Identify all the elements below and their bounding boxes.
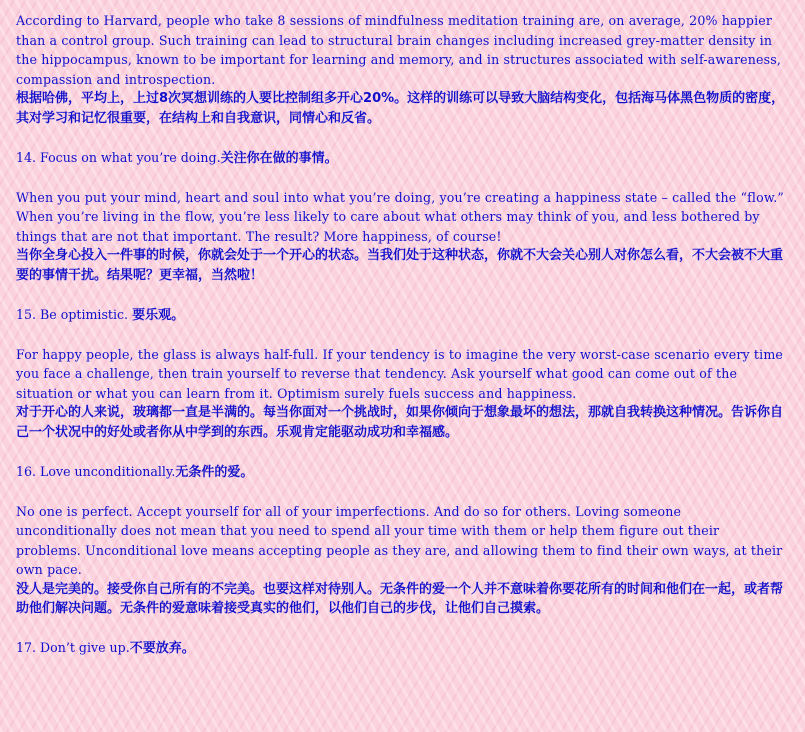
section-14-heading-zh: 关注你在做的事情。 [220,150,338,166]
section-16-heading-en: 16. Love unconditionally. [16,463,176,479]
section-15-heading-en: 15. Be optimistic. [16,306,133,322]
section-17-heading [16,638,786,659]
spacer [16,168,786,188]
section-17-heading-en: 17. Don’t give up. [16,640,130,655]
section-14-chinese-paragraph: 当你全身心投入一件事的时候，你就会处于一个开心的状态。当我们处于这种状态，你就不大会关心别人对你怎么看，不大会被不大重要的事情干扰。结果呢？更幸福，当然啦！ [16,248,784,283]
spacer [16,285,786,305]
section-15-english-paragraph: For happy people, the glass is always half-full. If your tendency is to imagine the very worst-case scenario every time you face a challenge, then train yourself to reverse that tendency. Ask yourself what good can come out of the situation or what you can learn from it. Optimism surely fuels success and happiness. [16,346,784,401]
spacer [16,482,786,502]
section-16-heading [16,462,786,483]
section-14-english-paragraph: When you put your mind, heart and soul into what you’re doing, you’re creating a happiness state – called the “flow.” When you’re living in the flow, you’re less likely to care about what others may think of you, and less bothered by things that are not that important. The result? More happiness, of course! [16,189,785,244]
section-15-chinese-paragraph: 对于开心的人来说，玻璃都一直是半满的。每当你面对一个挑战时，如果你倾向于想象最坏的想法，那就自我转换这种情况。告诉你自己一个状况中的好处或者你从中学到的东西。乐观肯定能驱动成功和幸福感。 [16,405,784,440]
section-16-chinese-paragraph: 没人是完美的。接受你自己所有的不完美。也要这样对待别人。无条件的爱一个人并不意味着你要花所有的时间和他们在一起，或者帮助他们解决问题。无条件的爱意味着接受真实的他们，以他们自己的步伐，让他们自己摸索。 [16,581,784,616]
spacer [16,619,786,639]
intro-chinese-paragraph: 根据哈佛，平均上，上过8次冥想训练的人要比控制组多开心20%。这样的训练可以导致大脑结构变化，包括海马体黑色物质的密度，其对学习和记忆很重要，在结构上和自我意识，同情心和反省。 [16,91,785,126]
section-16-english-paragraph: No one is perfect. Accept yourself for all of your imperfections. And do so for others. Loving someone unconditionally does not mean that you need to spend all your time with them or help them figure out their problems. Unconditional love means accepting people as they are, and allowing them to find their own ways, at their own pace. [16,503,783,577]
section-16-heading-zh: 无条件的爱。 [175,464,254,480]
section-15-heading [16,305,786,326]
article-body [16,11,786,659]
intro-english-paragraph: According to Harvard, people who take 8 sessions of mindfulness meditation training are, on average, 20% happier than a control group. Such training can lead to structural brain changes including increased grey-matter density in the hippocampus, known to be important for learning and memory, and in structures associated with self-awareness, compassion and introspection. [16,13,781,87]
section-17-heading-zh: 不要放弃。 [129,641,195,656]
section-14-heading-en: 14. Focus on what you’re doing. [16,149,221,165]
spacer [16,128,786,148]
spacer [16,442,786,462]
section-14-heading [16,148,786,169]
section-15-heading-zh: 要乐观。 [132,307,185,323]
spacer [16,325,786,345]
